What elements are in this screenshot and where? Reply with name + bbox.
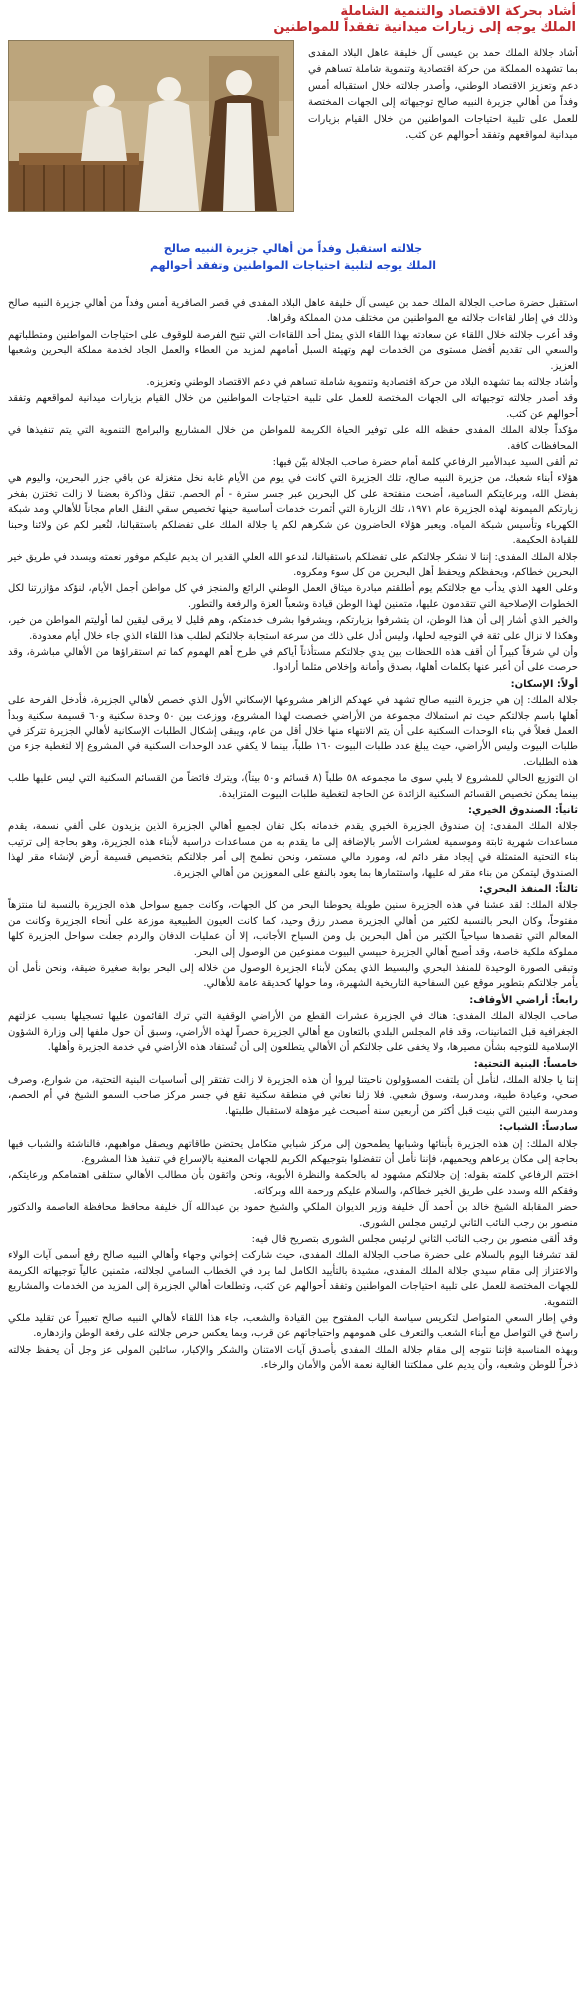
article-paragraph: هؤلاء أبناء شعبك، من جزيرة النبيه صالح، تلك الجزيرة التي كانت في يوم من الأيام غابة نخل متغزلة عن باقي جزر البحرين، واليوم هي بفضل الله، وبرعايتكم السامية، أضحت منفتحة على كل البحرين عبر جسر سترة - أم الحصم. تنقل وذاكرة بعضنا لا زالت تختزن بفخر زيارتكم الميمونة لهذه الجزيرة عام ١٩٧١، تلك الزيارة التي أثمرت خدمات أساسية حينها تخصيص سقي النقل العام مجاناً للأهالي ومد شبكة الكهرباء وتأسيس شبكة المياه. ويعبر هؤلاء الحاضرون عن شكرهم لكم يا جلالة الملك على تفضلكم باستقبالنا، لنُعبر لكم عن ولائنا وحبنا للقيادة الحكيمة. (8, 473, 578, 547)
article-paragraph: وقد ألقى منصور بن رجب النائب الثاني لرئيس مجلس الشورى بتصريح قال فيه: (251, 1233, 578, 1245)
article-paragraph: صاحب الجلالة الملك المفدى: هناك في الجزيرة عشرات القطع من الأراضي الوقفية التي ترك القائمون عليها تسجيلها بسبب عزلتهم الجغرافية قبل الثمانينات، وقد قام المجلس البلدي بالتعاون مع أهالي الجزيرة حصراً لهذه الأراضي، وسبق أن حول ملفها إلى وزارة الشؤون الإسلامية للتوجيه بشأن مصيرها، ولا يخفى على جلالتكم أن الأهالي يتطلعون إلى أن تُستفاد هذه الأراضي في خدمة الجزيرة وأهلها. (8, 1011, 578, 1054)
article-paragraph: وعلى العهد الذي يدأب مع جلالتكم يوم أطلقتم مبادرة ميثاق العمل الوطني الرائع والمنجز في كل مواطن أجمل الأيام، لنؤكد مؤازرتنا لكل الخطوات الإصلاحية التي تتقدمون عليها، متمنين لهذا الوطن قيادة وشعباً العزة والرفعة والتطور. (8, 583, 578, 610)
article-paragraph: سادساً: الشباب: (498, 1122, 578, 1134)
article-paragraph: لقد تشرفنا اليوم بالسلام على حضرة صاحب الجلالة الملك المفدى، حيث شاركت إخواني وجهاء وأهالي النبيه صالح رفع أسمى آيات الولاء والاعتزاز إلى مقام سيدي جلالة الملك المفدى، مشيدة بالتأييد الكامل لما يرد في الخطاب السامي لجلالته، مثمنين عالياً توجيهاته الكريمة للجهات المختصة للعمل على تلبية احتياجات المواطنين وتفقد أحوالهم عن كثب، وتطلعات أهالي الجزيرة إلى المزيد من الخدمات والمشاريع التنموية. (8, 1250, 578, 1308)
article-paragraph: مؤكداً جلالة الملك المفدى حفظه الله على توفير الحياة الكريمة للمواطن من خلال المشاريع والبرامج التنموية التي يتم تنفيذها في المحافظات كافة. (8, 425, 578, 452)
article-paragraph: ثم ألقى السيد عبدالأمير الرفاعي كلمة أمام حضرة صاحب الجلالة بيّن فيها: (272, 457, 578, 469)
article-intro: أشاد جلالة الملك حمد بن عيسى آل خليفة عاهل البلاد المفدى بما تشهده المملكة من حركة اقتصادية وتنموية شاملة تساهم في دعم وتعزيز الاقتصاد الوطني، وأصدر جلالته خلال استقباله أمس وفداً من أهالي جزيرة النبيه صالح توجيهاته إلى الجهات المختصة للعمل على تلبية احتياجات المواطنين من خلال القيام بزيارات ميدانية لمواقعهم وتفقد أحوالهم عن كثب. (308, 48, 578, 142)
article-body (8, 296, 578, 1375)
article-paragraph: وبهذه المناسبة فإننا نتوجه إلى مقام جلالة الملك المفدى بأصدق آيات الامتنان والشكر والإكبار، سائلين المولى عز وجل أن يحفظ جلالته ذخراً للوطن وشعبه، وأن يديم على مملكتنا الغالية نعمة الأمن والأمان والرخاء. (8, 1344, 578, 1372)
article-paragraph: جلالة الملك المفدى: إن صندوق الجزيرة الخيري يقدم خدماته بكل تفان لجميع أهالي الجزيرة الذين يزيدون على ألفي نسمة، يقدم مساعدات شهرية ثابتة وموسمية لعشرات الأسر بالإضافة إلى ما يقدم به من مساعدات دراسية لأبناء هذه الجزيرة، وهو بحاجة إلى ترتيب بناء التحتية المتمثلة في إيجاد مقر دائم له، ومورد مالي مستمر، ونحن نطمح إلى أمر جلالتكم بتخصيص قسيمة أرض لإنشاء مقر لهذا الصندوق ليتمكن من بناء مقر له عليها، واستثمارها بما يعود بالنفع على المعوزين من أهالي الجزيرة. (8, 821, 578, 879)
article-paragraph: جلالة الملك: إن هي جزيرة النبيه صالح تشهد في عهدكم الزاهر مشروعها الإسكاني الأول الذي خصص لأهالي الجزيرة، فأدخل الفرحة على أهلها باسم جلالتكم حيث تم استملاك مجموعة من الأراضي خصصت لهذا المشروع، ووزعت بين ٥٠ وحدة سكنية و٦٠ قسيمة سكنية وبدأ العمل فعلاً في بناء الوحدات السكنية على أن يتم الانتهاء منها خلال أقل من عام، ويبقى إشكال الطلبات الإسكانية لأهالي الجزيرة تتركز في طلبات البيوت وليس الأراضي، حيث يبلغ عدد طلبات البيوت ١٦٠ طلباً، بينما لا يكفي عدد الوحدات السكنية في المشروع إلا لتغطية جزء من هذه الطلبات. (8, 695, 579, 768)
reception-photo-icon (9, 41, 293, 211)
article-paragraph: جلالة الملك: لقد عشنا في هذه الجزيرة سنين طويلة يحوطنا البحر من كل الجهات، وكانت جميع سواحل هذه الجزيرة بالنسبة لنا منتزهاً مفتوحاً، وكان البحر بالنسبة لكثير من أهالي الجزيرة مصدر رزق وحيد، كما كانت العيون الطبيعية موزعة على أنحاء الجزيرة وكانت من المعالم التي تقصدها سياحياً الكثير من أهل البحرين بل ومن السياح الأجانب، إلا أن عمليات الدفان والردم جعلت سواحل الجزيرة كلها مملوكة ملكية خاصة، وقد أصبح أهالي الجزيرة حبيسي البيوت ممنوعين من الوصول إلى البحر. (8, 900, 578, 958)
subhead-line-1: جلالته استقبل وفداً من أهالي جزيرة النبيه صالح (163, 242, 423, 255)
article-paragraph: وأشاد جلالته بما تشهده البلاد من حركة اقتصادية وتنموية شاملة تساهم في دعم الاقتصاد الوطني وتعزيزه. (146, 377, 578, 389)
headline-line-1: أشاد بحركة الاقتصاد والتنمية الشاملة (340, 4, 576, 19)
article-paragraph: اختتم الرفاعي كلمته بقوله: إن جلالتكم مشهود له بالحكمة والنظرة الأبوية، ونحن واثقون بأن مطالب الأهالي ستلقى اهتمامكم ورعايتكم، وفقكم الله وسدد على طريق الخير خطاكم، والسلام عليكم ورحمة الله وبركاته. (8, 1170, 578, 1197)
article-paragraph: والخير الذي أشار إلى أن هذا الوطن، ان يتشرفوا بزيارتكم، ويشرفوا بشرف خدمتكم، وهم قليل لا يرقى ليقين لما أوليتم المواطن من خير، وهكذا لا نزال على ثقة في التوجيه لحلها، وليس أدل على ذلك من سرعة استجابة جلالتكم لطلب هذا اللقاء الذي جاء خلال أيام معدودة. (8, 615, 578, 642)
article-paragraph: إننا يا جلالة الملك، لنأمل أن يلتفت المسؤولون ناحيتنا ليروا أن هذه الجزيرة لا زالت تفتقر إلى أساسيات البنية التحتية، من شوارع، وصرف صحي، وعيادة طبية، ومدرسة، وسوق شعبي. فلا زلنا نعاني في منطقة سكنية تقع في جسر مركز صاحب السمو الشيخ في أم الحصم، ومدرسة البنين التي بنيت قبل أكثر من أربعين سنة أصبحت غير مؤهلة لاستقبال طلبتها. (8, 1074, 578, 1117)
article-headline (10, 4, 576, 36)
article-paragraph: جلالة الملك المفدى: إننا لا نشكر جلالتكم على تفضلكم باستقبالنا، لندعو الله العلي القدير ان يديم عليكم موفور نعمته ويسدد في طريق خير البحرين خطاكم، ويحفظكم ويحفظ أهل البحرين من كل سوء ومكروه. (8, 551, 578, 578)
subhead-line-2: الملك يوجه لتلبية احتياجات المواطنين وتفقد أحوالهم (149, 259, 437, 272)
royal-reception-photo (8, 40, 294, 212)
article-paragraph: رابعاً: أراضي الأوقاف: (469, 994, 578, 1006)
article-paragraph: جلالة الملك: إن هذه الجزيرة بأبنائها وشبابها يطمحون إلى مركز شبابي متكامل يحتضن طاقاتهم ويصقل مواهبهم، فالناشئة والشباب فيها بحاجة إلى مكان يرعاهم ويحميهم، فإننا نأمل أن تتفضلوا بتوجيهكم الكريم للجهات المعنية بالإسراع في تنفيذ هذا المشروع. (8, 1138, 578, 1165)
article-paragraph: ثانياً: الصندوق الخيري: (468, 805, 578, 816)
article-paragraph: خامساً: البنية التحتية: (473, 1058, 578, 1070)
article-paragraph: وقد أعرب جلالته خلال اللقاء عن سعادته بهذا اللقاء الذي يمثل أحد اللقاءات التي تتيح الفرصة للوقوف على احتياجات المواطنين ومتطلباتهم والسعي الى تقديم أفضل مستوى من الخدمات لهم وتهيئة السبل أمامهم لمزيد من العطاء والعمل الجاد لخدمة مملكة البحرين وشعبها العزيز. (8, 329, 578, 372)
article-paragraph: ثالثاً: المنفذ البحري: (479, 884, 578, 896)
article-paragraph: وقد أصدر جلالته توجيهاته الى الجهات المختصة للعمل على تلبية احتياجات المواطنين من خلال القيام بزيارات ميدانية لمواقعهم وتفقد أحوالهم عن كثب. (8, 393, 578, 420)
headline-line-2: الملك يوجه إلى زيارات ميدانية تفقداً للمواطنين (273, 20, 576, 35)
article-subheadline (60, 240, 526, 274)
article-paragraph: وأن لي شرفاً كبيراً أن أقف هذه اللحظات بين يدي جلالتكم مستأذناً أياكم في طرح أهم الهموم كما تم استقراؤها من الأهالي مباشرة، وقد حرصت على أن أعبر عنها بكلمات أهلها، بصدق وأمانة وإخلاص مثلما أرادوا. (8, 646, 578, 674)
article-paragraph: ان التوزيع الحالي للمشروع لا يلبي سوى ما مجموعه ٥٨ طلباً (٨ قسائم و٥٠ بيتاً)، ويترك فائضاً من القسائم السكنية التي ليس عليها طلب بينما يمكن تخصيص القسائم السكنية الزائدة عن الحاجة لتغطية طلبات البيوت المتزايدة. (8, 773, 579, 800)
article-paragraph: أولاً: الإسكان: (510, 678, 578, 690)
article-paragraph: حضر المقابلة الشيخ خالد بن أحمد آل خليفة وزير الديوان الملكي والشيخ حمود بن عبدالله آل خليفة محافظ محافظة العاصمة والدكتور منصور بن رجب النائب الثاني لرئيس مجلس الشورى. (8, 1202, 578, 1229)
article-paragraph: وتبقى الصورة الوحيدة للمنفذ البحري والبسيط الذي يمكن لأبناء الجزيرة الوصول من خلاله إلى البحر بوابة صغيرة ضيقة، ونحن نأمل أن يأمر جلالتكم بتطوير موقع عين السفاحية التاريخية الشهيرة، وما حولها كحديقة عامة للأهالي. (8, 963, 578, 990)
article-paragraph: وفي إطار السعي المتواصل لتكريس سياسة الباب المفتوح بين القيادة والشعب، جاء هذا اللقاء لأهالي النبيه صالح تعبيراً عن تقليد ملكي راسخ في التواصل مع أبناء الشعب والتعرف على همومهم واحتياجاتهم عن قرب، وبما يعكس حرص جلالته على رفعة الوطن وازدهاره. (8, 1313, 578, 1340)
article-paragraph: استقبل حضرة صاحب الجلالة الملك حمد بن عيسى آل خليفة عاهل البلاد المفدى في قصر الصافرية أمس وفداً من أهالي جزيرة النبيه صالح وذلك في إطار لقاءات جلالته مع المواطنين من مختلف مدن المملكة وقراها. (8, 298, 578, 325)
